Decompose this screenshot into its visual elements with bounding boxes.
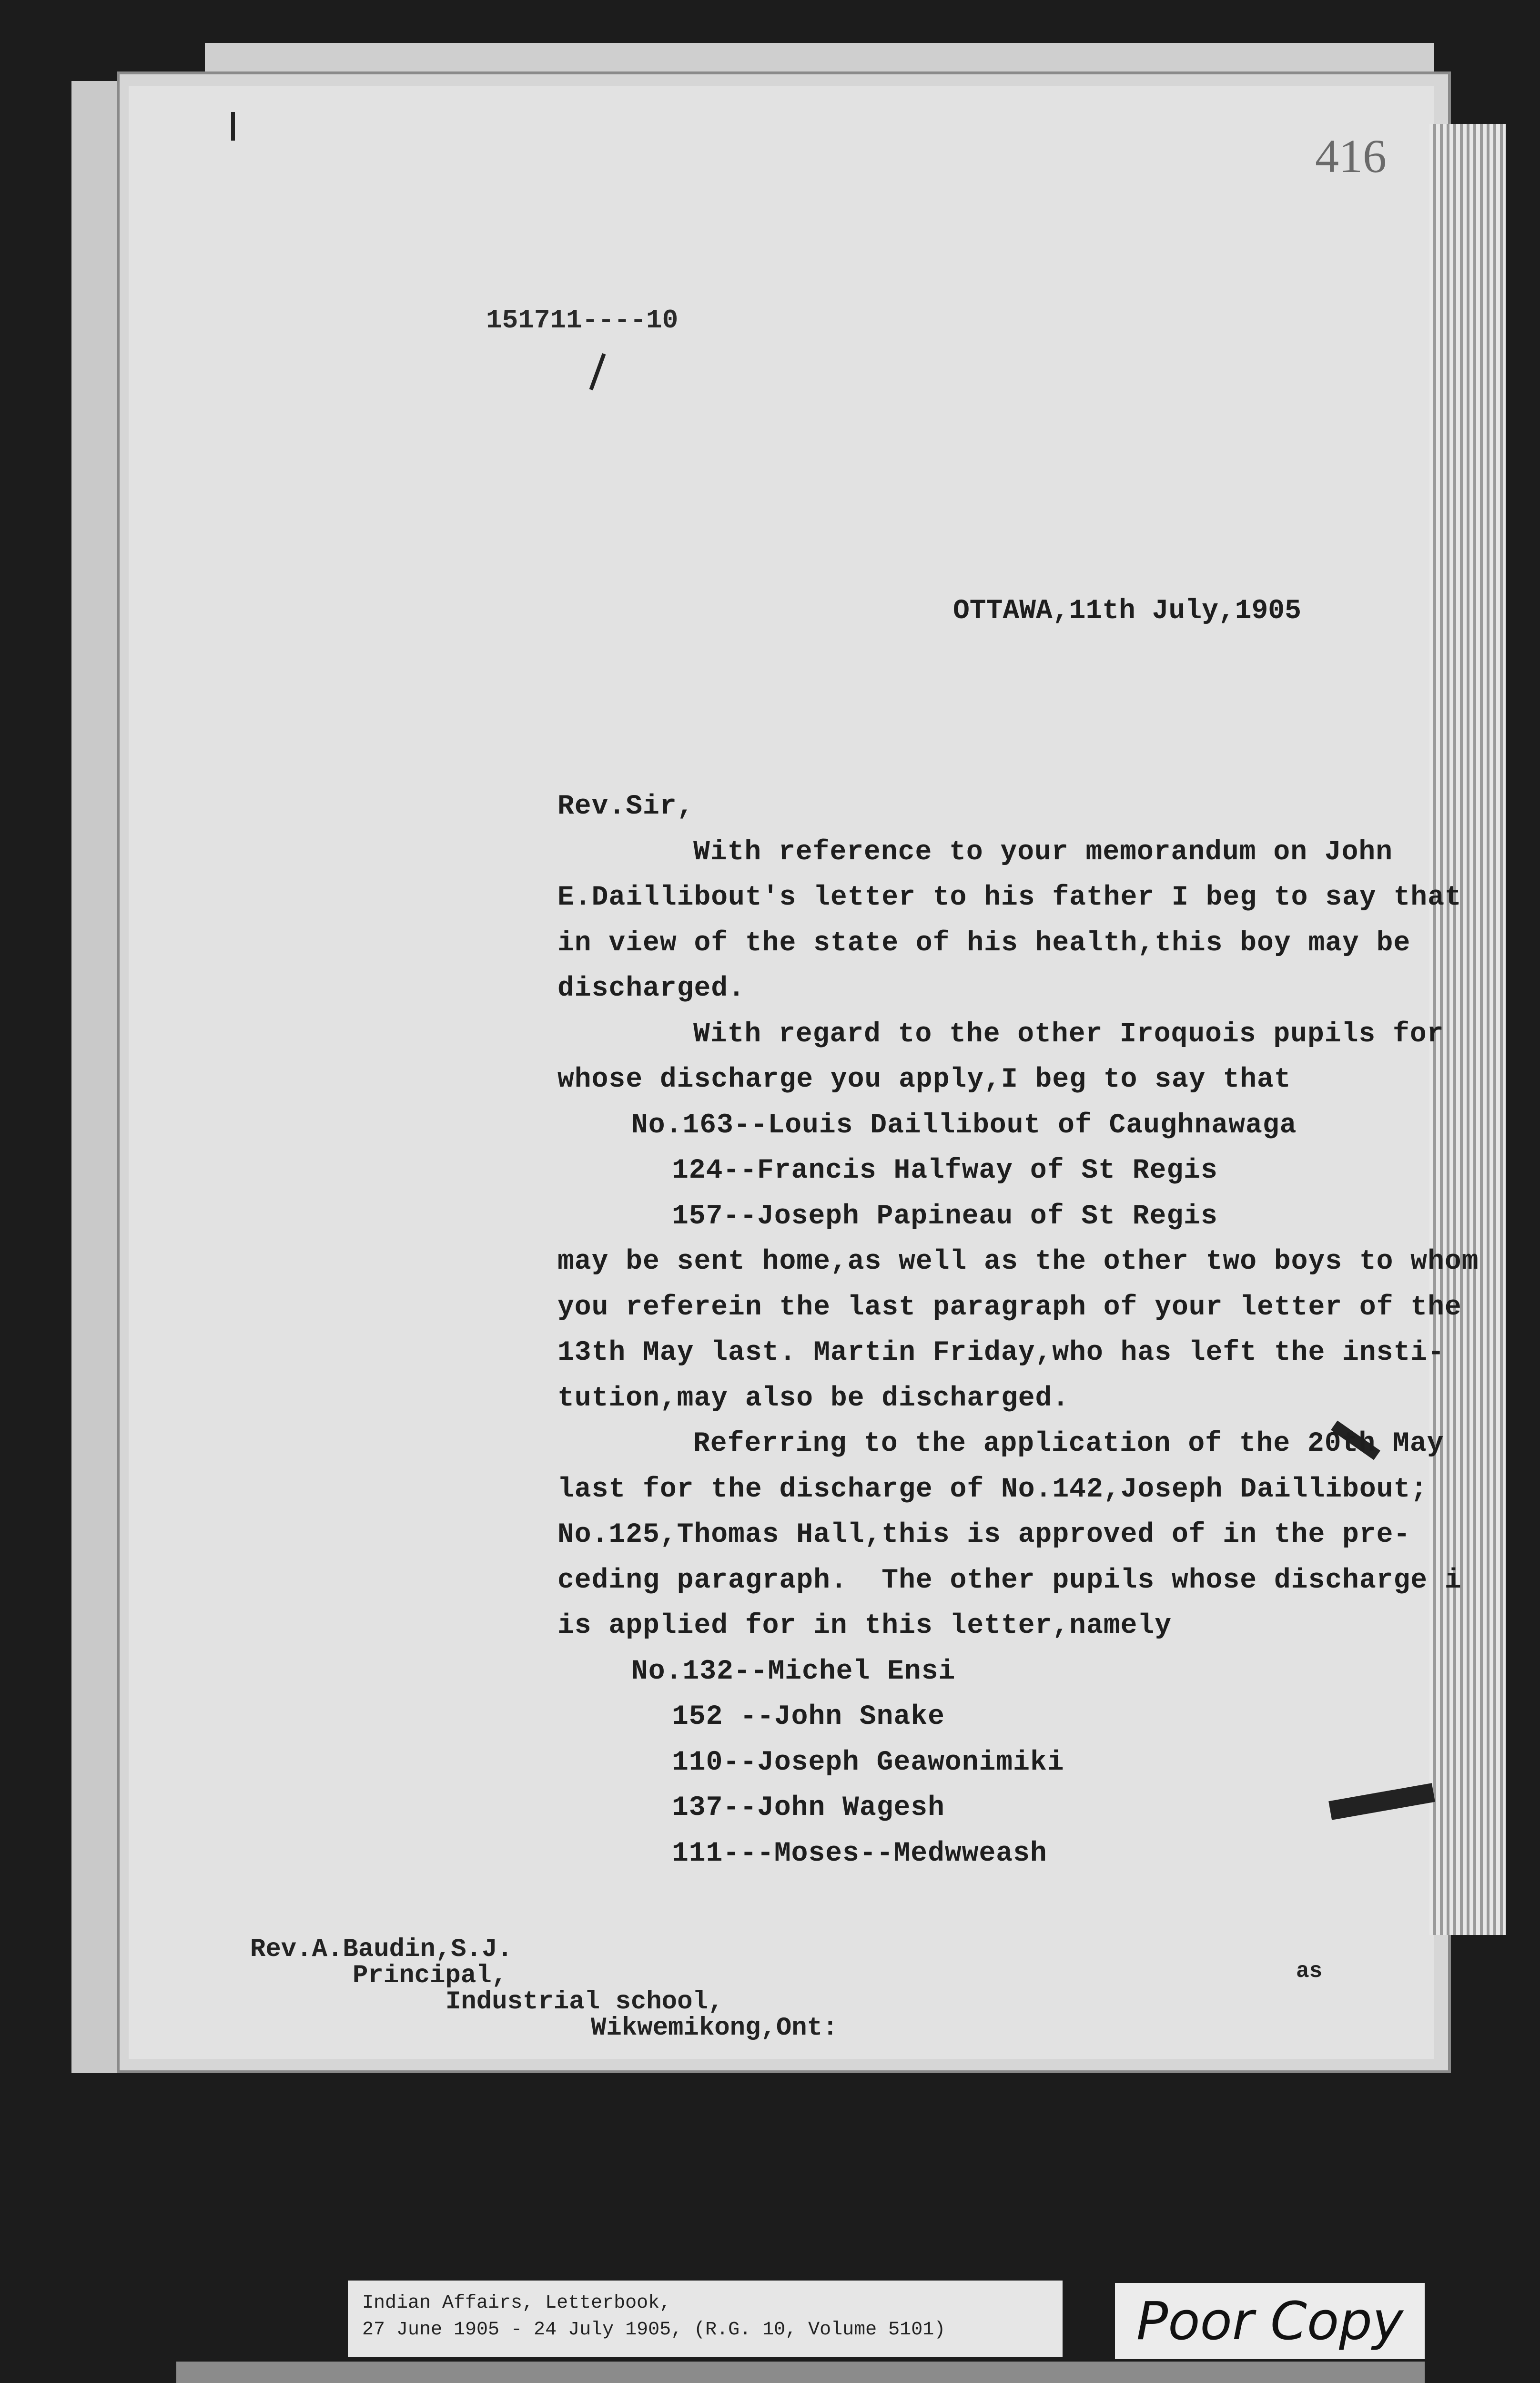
caption-line-2: 27 June 1905 - 24 July 1905, (R.G. 10, Volume 5101) [362, 2319, 946, 2341]
pen-mark-left [231, 112, 235, 141]
archive-caption [348, 2281, 1063, 2357]
letter-line: may be sent home,as well as the other two boys to whom [557, 1246, 1479, 1277]
letter-line: whose discharge you apply,I beg to say that [557, 1064, 1291, 1095]
letter-line: in view of the state of his health,this boy may be [557, 927, 1411, 959]
letter-line: tution,may also be discharged. [557, 1383, 1070, 1414]
file-reference: 151711----10 [486, 305, 679, 336]
caption-line-1: Indian Affairs, Letterbook, [362, 2292, 671, 2314]
date-line: OTTAWA,11th July,1905 [953, 596, 1301, 627]
letter-line: last for the discharge of No.142,Joseph Daillibout; [557, 1474, 1428, 1505]
addressee-institution: Industrial school, [446, 1987, 724, 2016]
letter-line: ceding paragraph. The other pupils whose discharge i [557, 1565, 1462, 1596]
letter-line: 137--John Wagesh [672, 1792, 945, 1823]
letter-line: discharged. [557, 973, 745, 1004]
letter-line: 157--Joseph Papineau of St Regis [672, 1201, 1218, 1232]
letter-line: you referein the last paragraph of your letter of the [557, 1292, 1462, 1323]
letter-line: No.132--Michel Ensi [631, 1656, 956, 1687]
addressee-title: Principal, [353, 1961, 507, 1990]
archives-stamp [176, 2362, 1425, 2383]
letter-line: No.125,Thomas Hall,this is approved of in the pre- [557, 1519, 1411, 1550]
letter-line: No.163--Louis Daillibout of Caughnawaga [631, 1110, 1297, 1141]
page-number: 416 [1315, 130, 1387, 183]
addressee-location: Wikwemikong,Ont: [591, 2014, 838, 2043]
addressee-name: Rev.A.Baudin,S.J. [250, 1935, 513, 1964]
letter-line: Rev.Sir, [557, 791, 694, 822]
letter-line: Referring to the application of the 20th May [693, 1428, 1444, 1459]
letter-line: With regard to the other Iroquois pupils for [693, 1018, 1444, 1050]
letter-line: 111---Moses--Medwweash [672, 1838, 1047, 1869]
letter-line: is applied for in this letter,namely [557, 1610, 1172, 1641]
letter-line: With reference to your memorandum on John [693, 836, 1393, 868]
letter-line: 13th May last. Martin Friday,who has left the insti- [557, 1337, 1445, 1368]
letter-line: E.Daillibout's letter to his father I beg to say that [557, 882, 1462, 913]
letter-line: 152 --John Snake [672, 1701, 945, 1732]
poor-copy-label: Poor Copy [1115, 2283, 1425, 2359]
letter-line: 110--Joseph Geawonimiki [672, 1747, 1064, 1778]
continuation-word: as [1296, 1959, 1323, 1984]
letter-line: 124--Francis Halfway of St Regis [672, 1155, 1218, 1186]
